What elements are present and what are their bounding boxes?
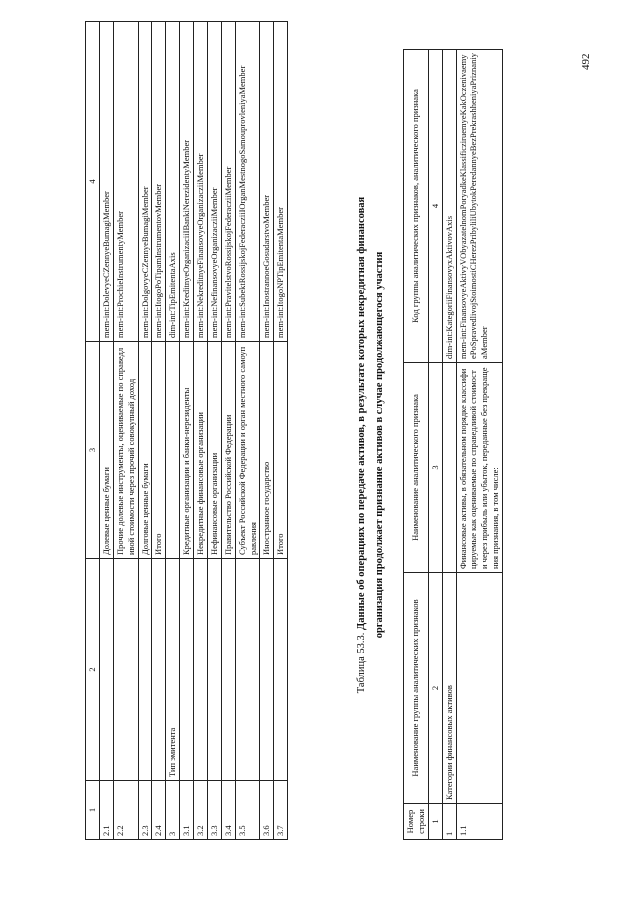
caption-title-line-2: организация продолжает признание активов в случае продолжающегося участия — [374, 251, 386, 639]
group-name-cell — [260, 559, 274, 781]
table-row — [456, 50, 503, 840]
attribute-name-cell — [442, 363, 456, 573]
table-row — [274, 22, 288, 840]
rotated-page-content — [85, 50, 605, 840]
row-number-cell: 2.1 — [99, 781, 113, 840]
table-caption — [353, 50, 390, 840]
attribute-code-cell: mem-int:ProchieInstrumentyMember — [113, 22, 138, 342]
table-row — [180, 22, 194, 840]
bottom-table-header-row — [404, 50, 429, 840]
table-row — [207, 22, 221, 840]
caption-line-1 — [353, 50, 371, 840]
bottom-table-body — [404, 50, 503, 840]
group-name-cell — [113, 559, 138, 781]
group-name-cell — [138, 559, 152, 781]
column-number-1: 1 — [428, 804, 442, 840]
group-name-cell — [194, 559, 208, 781]
attribute-code-cell: mem-int:NekreditnyeFinansovyeOrganizacziiMember — [194, 22, 208, 342]
attribute-code-cell: mem-int:DolgovyeCZennyeBumagiMember — [138, 22, 152, 342]
attribute-name-cell: Долговые ценные бумаги — [138, 342, 152, 559]
group-name-cell — [207, 559, 221, 781]
header-cell-1: 1 — [86, 781, 100, 840]
group-name-cell — [274, 559, 288, 781]
attribute-code-cell: mem-int:NefinansovyeOrganizacziiMember — [207, 22, 221, 342]
attribute-name-cell: Финансовые активы, в обязательном порядке классифицируемые как оцениваемые по справедливой стоимости через прибыль или убыток, переданные без прекращения признания, в том числе: — [456, 363, 503, 573]
row-number-cell: 2.2 — [113, 781, 138, 840]
attribute-name-cell: Некредитные финансовые организации — [194, 342, 208, 559]
group-name-cell — [456, 573, 503, 804]
column-number-4: 4 — [428, 50, 442, 363]
row-number-cell: 2.3 — [138, 781, 152, 840]
header-cell-2: 2 — [86, 559, 100, 781]
header-cell-3: 3 — [86, 342, 100, 559]
attribute-name-cell: Итого — [274, 342, 288, 559]
bottom-table — [403, 49, 503, 840]
row-number-cell: 3.3 — [207, 781, 221, 840]
column-header-code: Код группы аналитических признаков, аналитического признака — [404, 50, 429, 363]
attribute-name-cell: Кредитные организации и банки-нерезиденты — [180, 342, 194, 559]
table-row — [152, 22, 166, 840]
column-header-attribute-name: Наименование аналитического признака — [404, 363, 429, 573]
row-number-cell: 3.5 — [235, 781, 260, 840]
top-table — [85, 21, 288, 840]
attribute-code-cell: mem-int:DolevyeCZennyeBumagiMember — [99, 22, 113, 342]
table-row — [235, 22, 260, 840]
attribute-name-cell: Правительство Российской Федерации — [221, 342, 235, 559]
row-number-cell: 3.6 — [260, 781, 274, 840]
attribute-name-cell: Иностранное государство — [260, 342, 274, 559]
table-row — [221, 22, 235, 840]
group-name-cell — [99, 559, 113, 781]
row-number-cell: 2.4 — [152, 781, 166, 840]
column-number-2: 2 — [428, 573, 442, 804]
caption-prefix: Таблица 53.3. — [356, 632, 367, 694]
group-name-cell — [235, 559, 260, 781]
table-row — [138, 22, 152, 840]
column-header-group-name: Наименование группы аналитических признаков — [404, 573, 429, 804]
group-name-cell — [221, 559, 235, 781]
attribute-code-cell: mem-int:FinansovyeAktivyVObyazatelnomPoryadkeKlassificziruemyeKakOczenivaemyePoSpravedlivojStoimostiCHerezPribyliliUbytokPeredannyeBezPrekrashheniyaPriznaniyaMember — [456, 50, 503, 363]
header-cell-4: 4 — [86, 22, 100, 342]
attribute-name-cell: Итого — [152, 342, 166, 559]
attribute-code-cell: mem-int:ItogoNPTipEmitentaMember — [274, 22, 288, 342]
table-row — [166, 22, 180, 840]
row-number-cell: 3.2 — [194, 781, 208, 840]
caption-title-line-1: Данные об операциях по передаче активов, в результате которых некредитная финансовая — [356, 196, 367, 630]
page-number: 492 — [580, 53, 592, 70]
row-number-cell: 3 — [166, 781, 180, 840]
table-row — [194, 22, 208, 840]
attribute-name-cell: Нефинансовые организации — [207, 342, 221, 559]
row-number-cell: 3.7 — [274, 781, 288, 840]
column-number-3: 3 — [428, 363, 442, 573]
attribute-code-cell: mem-int:PravitelstvoRossijskojFederacziiMember — [221, 22, 235, 342]
row-number-cell: 3.4 — [221, 781, 235, 840]
row-number-cell: 3.1 — [180, 781, 194, 840]
top-table-header-row — [86, 22, 100, 840]
attribute-code-cell: mem-int:ItogoPoTipamInstrumentovMember — [152, 22, 166, 342]
attribute-name-cell: Долевые ценные бумаги — [99, 342, 113, 559]
attribute-name-cell — [166, 342, 180, 559]
attribute-code-cell: mem-int:SubektRossijskojFederacziiIOrganMestnogoSamouprovleniyaMember — [235, 22, 260, 342]
group-name-cell — [180, 559, 194, 781]
bottom-table-number-row — [428, 50, 442, 840]
row-number-cell: 1 — [442, 804, 456, 840]
group-name-cell — [152, 559, 166, 781]
attribute-code-cell: dim-int:TipEmitentaAxis — [166, 22, 180, 342]
group-name-cell: Тип эмитента — [166, 559, 180, 781]
attribute-code-cell: dim-int:KategoriiFinansovyxAktivovAxis — [442, 50, 456, 363]
table-row — [260, 22, 274, 840]
table-row — [113, 22, 138, 840]
group-name-cell: Категории финансовых активов — [442, 573, 456, 804]
column-header-row-number: Номер строки — [404, 804, 429, 840]
row-number-cell: 1.1 — [456, 804, 503, 840]
table-row — [442, 50, 456, 840]
attribute-code-cell: mem-int:KreditnyeOrganizaciiIBankiNerezidentyMember — [180, 22, 194, 342]
attribute-name-cell: Субъект Российской Федерации и орган местного самоуправления — [235, 342, 260, 559]
attribute-name-cell: Прочие долевые инструменты, оцениваемые по справедливой стоимости через прочий совокупный доход — [113, 342, 138, 559]
table-row — [99, 22, 113, 840]
attribute-code-cell: mem-int:InostrannoeGosudarstvoMember — [260, 22, 274, 342]
top-table-body — [86, 22, 288, 840]
